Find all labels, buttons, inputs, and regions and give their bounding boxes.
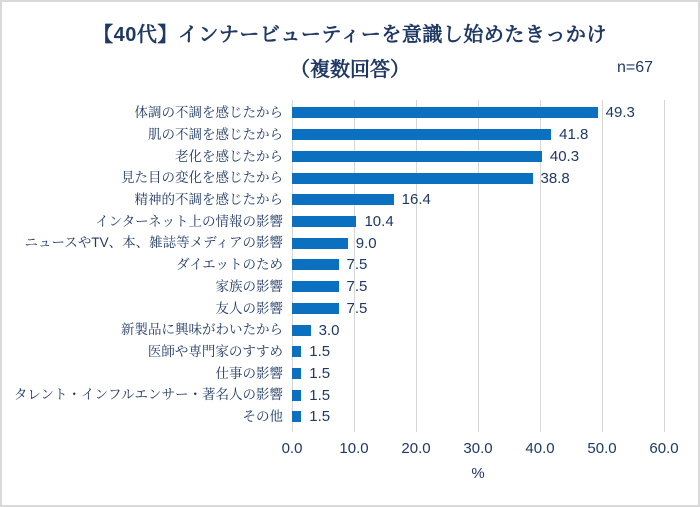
bar-row bbox=[2, 384, 698, 406]
category-label: ダイエットのため bbox=[176, 257, 283, 273]
x-tick-label: 40.0 bbox=[525, 440, 555, 457]
category-label: 新製品に興味がわいたから bbox=[121, 322, 283, 338]
x-tick-label: 30.0 bbox=[463, 440, 493, 457]
value-label: 3.0 bbox=[318, 321, 340, 339]
bar-row bbox=[2, 189, 698, 211]
value-label: 1.5 bbox=[309, 408, 331, 426]
value-label: 7.5 bbox=[346, 299, 368, 317]
bar-row bbox=[2, 102, 698, 124]
category-label: 肌の不調を感じたから bbox=[148, 126, 283, 142]
category-label: 精神的不調を感じたから bbox=[134, 191, 283, 207]
bar bbox=[292, 173, 533, 184]
bar bbox=[292, 281, 339, 292]
value-label: 9.0 bbox=[355, 234, 377, 252]
bar bbox=[292, 151, 542, 162]
category-label: タレント・インフルエンサー・著名人の影響 bbox=[13, 387, 283, 403]
bar bbox=[292, 194, 394, 205]
category-label: ニュースやTV、本、雑誌等メディアの影響 bbox=[24, 235, 283, 251]
bar-row bbox=[2, 341, 698, 363]
value-label: 41.8 bbox=[559, 126, 589, 144]
value-label: 1.5 bbox=[309, 343, 331, 361]
value-label: 16.4 bbox=[401, 191, 431, 209]
category-label: 家族の影響 bbox=[215, 278, 283, 294]
bar-row bbox=[2, 319, 698, 341]
chart-title: 【40代】インナービューティーを意識し始めたきっかけ bbox=[93, 24, 607, 46]
bar bbox=[292, 325, 311, 336]
bar bbox=[292, 129, 551, 140]
value-label: 49.3 bbox=[605, 104, 635, 122]
bar bbox=[292, 216, 356, 227]
sample-size-label: n=67 bbox=[616, 59, 653, 76]
x-tick-label: 50.0 bbox=[587, 440, 617, 457]
category-label: 老化を感じたから bbox=[175, 148, 283, 164]
x-tick-label: 0.0 bbox=[281, 440, 303, 457]
value-label: 7.5 bbox=[346, 278, 368, 296]
bar-row bbox=[2, 167, 698, 189]
bar bbox=[292, 303, 339, 314]
value-label: 38.8 bbox=[540, 169, 570, 187]
bar bbox=[292, 368, 301, 379]
x-tick-label: 20.0 bbox=[401, 440, 431, 457]
value-label: 1.5 bbox=[309, 364, 331, 382]
category-label: 友人の影響 bbox=[215, 300, 283, 316]
category-label: 仕事の影響 bbox=[215, 365, 283, 381]
x-tick-label: 60.0 bbox=[649, 440, 679, 457]
x-axis-title: % bbox=[471, 465, 485, 482]
bar-row bbox=[2, 363, 698, 385]
category-label: その他 bbox=[242, 409, 283, 425]
chart-subtitle: （複数回答） bbox=[290, 59, 410, 81]
bar bbox=[292, 259, 339, 270]
bar-row bbox=[2, 297, 698, 319]
bar-row bbox=[2, 124, 698, 146]
value-label: 40.3 bbox=[549, 147, 580, 165]
category-label: インターネット上の情報の影響 bbox=[95, 213, 283, 229]
x-tick-label: 10.0 bbox=[339, 440, 369, 457]
bar bbox=[292, 346, 301, 357]
bar bbox=[292, 238, 348, 249]
bars-layer bbox=[2, 102, 698, 428]
value-label: 1.5 bbox=[309, 386, 331, 404]
bar-row bbox=[2, 211, 698, 233]
category-label: 体調の不調を感じたから bbox=[134, 105, 283, 121]
value-label: 7.5 bbox=[346, 256, 368, 274]
bar bbox=[292, 107, 598, 118]
bar bbox=[292, 390, 301, 401]
category-label: 医師や専門家のすすめ bbox=[147, 344, 283, 360]
category-label: 見た目の変化を感じたから bbox=[121, 170, 283, 186]
value-label: 10.4 bbox=[364, 212, 394, 230]
bar-chart bbox=[2, 2, 698, 505]
bar-row bbox=[2, 254, 698, 276]
bar-row bbox=[2, 145, 698, 167]
bar-row bbox=[2, 232, 698, 254]
bar bbox=[292, 411, 301, 422]
bar-row bbox=[2, 406, 698, 428]
bar-row bbox=[2, 276, 698, 298]
